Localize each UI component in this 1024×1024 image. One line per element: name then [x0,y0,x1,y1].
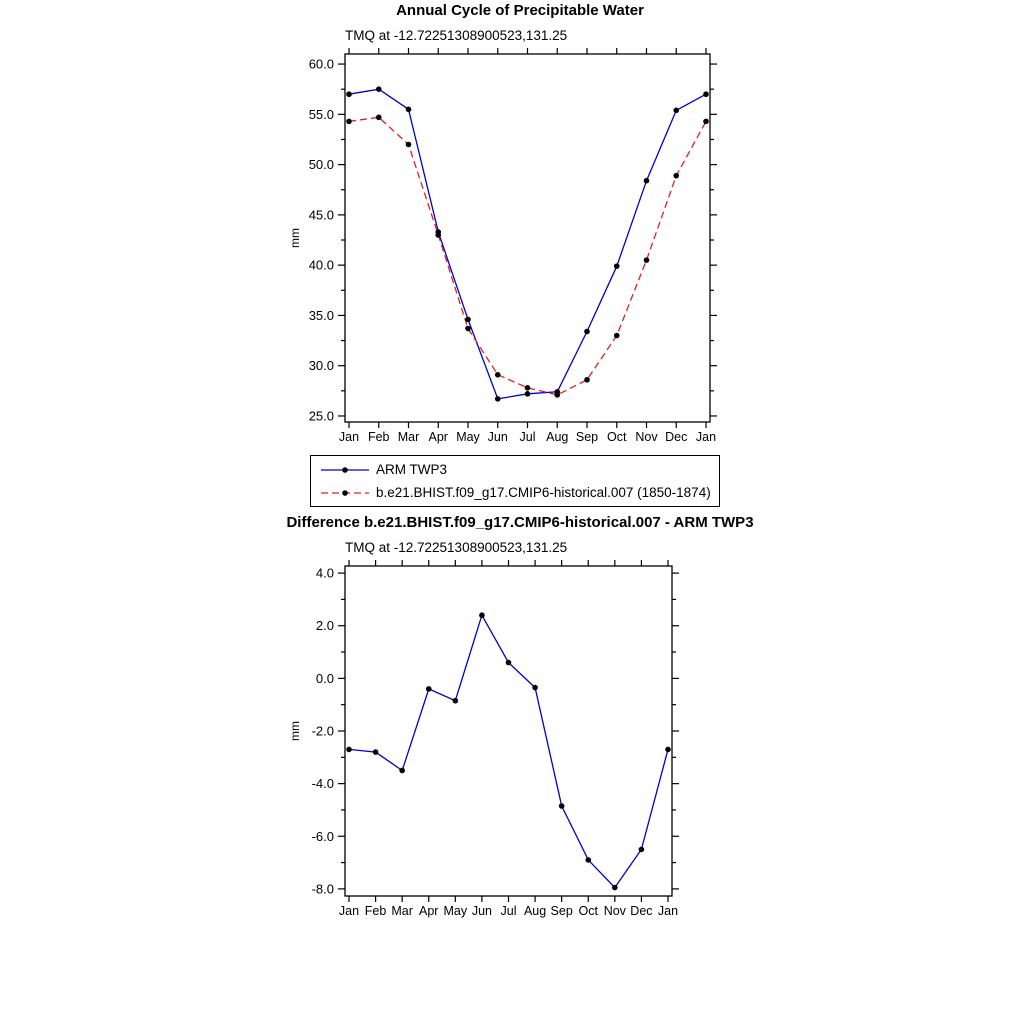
legend-row-arm-twp3 [319,458,711,481]
svg-text:-8.0: -8.0 [311,881,334,897]
svg-text:2.0: 2.0 [315,618,334,634]
svg-text:Mar: Mar [391,904,413,918]
legend [310,455,720,507]
svg-text:Apr: Apr [428,430,448,444]
legend-line-model-icon [319,486,371,500]
svg-text:Sep: Sep [575,430,599,444]
svg-text:Aug: Aug [523,904,547,918]
annual-cycle-subtitle: TMQ at -12.72251308900523,131.25 [345,28,568,43]
svg-text:Jan: Jan [695,430,717,444]
svg-text:mm: mm [288,228,302,248]
svg-text:35.0: 35.0 [308,307,334,323]
legend-label-model: b.e21.BHIST.f09_g17.CMIP6-historical.007 (1850-1874) [376,485,711,500]
svg-text:60.0: 60.0 [308,56,334,72]
legend-row-model [319,481,711,504]
svg-text:May: May [443,904,468,918]
svg-text:Jan: Jan [338,430,360,444]
svg-text:55.0: 55.0 [308,106,334,122]
svg-text:Oct: Oct [607,430,627,444]
legend-label-arm-twp3: ARM TWP3 [376,462,448,477]
annual-cycle-chart [280,2,760,448]
svg-text:0.0: 0.0 [315,670,334,686]
svg-text:-4.0: -4.0 [311,776,334,792]
annual-cycle-title: Annual Cycle of Precipitable Water [396,2,644,19]
svg-text:40.0: 40.0 [308,257,334,273]
svg-text:Jun: Jun [471,904,492,918]
svg-text:May: May [456,430,480,444]
svg-text:Apr: Apr [419,904,439,918]
legend-line-arm-twp3-icon [319,463,371,477]
svg-text:Feb: Feb [367,430,390,444]
svg-text:mm: mm [288,721,302,741]
svg-text:Feb: Feb [364,904,387,918]
svg-text:Jul: Jul [519,430,536,444]
difference-title: Difference b.e21.BHIST.f09_g17.CMIP6-historical.007 - ARM TWP3 [286,514,754,531]
svg-text:25.0: 25.0 [308,408,334,424]
svg-text:Dec: Dec [630,904,653,918]
svg-text:-2.0: -2.0 [311,723,334,739]
svg-text:30.0: 30.0 [308,358,334,374]
svg-text:Mar: Mar [397,430,420,444]
svg-text:-6.0: -6.0 [311,828,334,844]
svg-text:Nov: Nov [603,904,626,918]
difference-subtitle: TMQ at -12.72251308900523,131.25 [345,540,568,555]
svg-text:45.0: 45.0 [308,207,334,223]
svg-text:Jan: Jan [338,904,360,918]
svg-text:Aug: Aug [546,430,569,444]
svg-text:Sep: Sep [550,904,573,918]
svg-text:50.0: 50.0 [308,157,334,173]
svg-text:4.0: 4.0 [315,565,334,581]
svg-text:Nov: Nov [635,430,658,444]
svg-text:Jan: Jan [657,904,679,918]
svg-text:Jul: Jul [500,904,517,918]
svg-text:Oct: Oct [578,904,598,918]
svg-text:Dec: Dec [665,430,688,444]
svg-text:Jun: Jun [487,430,508,444]
annual-cycle-plot [280,46,760,448]
difference-chart [280,514,760,922]
difference-plot [280,558,760,922]
